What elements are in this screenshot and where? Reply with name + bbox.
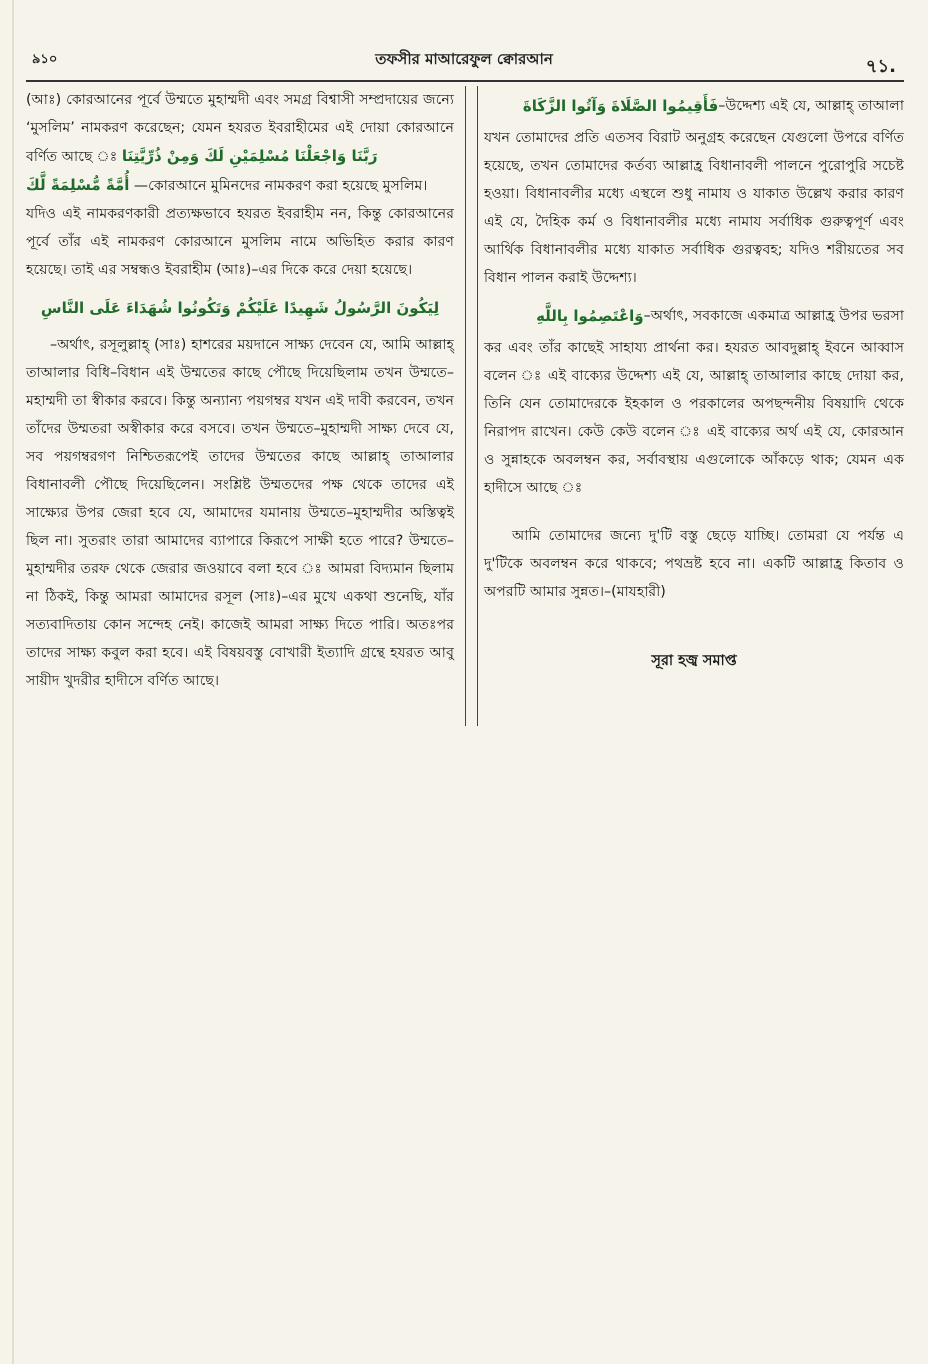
arabic-verse: فَأَقِيمُوا الصَّلَاةَ وَآتُوا الزَّكَاةَ <box>522 97 719 115</box>
page-header <box>24 44 904 78</box>
page-edge <box>12 0 14 1364</box>
paragraph <box>484 334 904 502</box>
arabic-verse: وَاعْتَصِمُوا بِاللَّهِ <box>536 307 644 325</box>
verse-line <box>484 92 904 120</box>
paragraph-text: (আঃ) কোরআনের পূর্বে উম্মতে মুহাম্মদী এবং সমগ্র বিশ্বাসী সম্প্রদায়ের জন্যে ‘মুসলিম’ নামকরণ করেছেন; যেমন হযরত ইবরাহীমের এই দোয়া কোরআনে বর্ণিত আছে ঃ <box>26 92 454 165</box>
column-divider <box>477 86 478 726</box>
paragraph <box>26 86 454 171</box>
paragraph-text: আমি তোমাদের জন্যে দু'টি বস্তু ছেড়ে যাচ্ছি। তোমরা যে পর্যন্ত এ দু'টিকে অবলম্বন করে থাকবে; পথভ্রষ্ট হবে না। একটি আল্লাহ্র কিতাব ও অপরটি আমার সুন্নত।–(মাযহারী) <box>484 528 904 600</box>
paragraph <box>26 200 454 284</box>
verse-block <box>26 294 454 323</box>
paragraph <box>26 171 454 200</box>
arabic-verse: أُمَّةً مُّسْلِمَةً لَّكَ <box>26 176 130 194</box>
left-column <box>26 86 454 726</box>
paragraph <box>26 331 454 695</box>
hadith-quote <box>484 522 904 606</box>
page-number-right: ৭১. <box>865 56 896 77</box>
paragraph-text: —কোরআনে মুমিনদের নামকরণ করা হয়েছে মুসলিম। <box>133 178 428 194</box>
paragraph-text: –অর্থাৎ, রসূলুল্লাহ্ (সাঃ) হাশরের ময়দানে সাক্ষ্য দেবেন যে, আমি আল্লাহ্ তাআলার বিধি–বিধান এই উম্মতের কাছে পৌছে দিয়েছিলাম তখন উম্মতে–মহাম্মদী তা স্বীকার করবে। কিন্তু অন্যান্য পয়গম্বর যখন এই দাবী করবেন, তখন তাঁদের উম্মতরা অস্বীকার করে বসবে। তখন উম্মতে–মুহাম্মদী সাক্ষ্য দেবে যে, সব পয়গম্বরগণ নিশ্চিতরূপেই তাদের উম্মতের কাছে আল্লাহ্ তাআলার বিধানাবলী পৌছে দিয়েছিলেন। সংশ্লিষ্ট উম্মতদের পক্ষ থেকে তাদের এই সাক্ষ্যের উপর জেরা হবে যে, আমাদের যমানায় উম্মতে–মুহাম্মদীর অস্তিত্বই ছিল না। সুতরাং তারা আমাদের ব্যাপারে কিরূপে সাক্ষী হতে পারে? উম্মতে–মুহাম্মদীর তরফ থেকে জেরার জওয়াবে বলা হবে ঃ আমরা বিদ্যমান ছিলাম না ঠিকই, কিন্তু আমরা আমাদের রসূল (সাঃ)–এর মুখে একথা শুনেছি, যাঁর সত্যবাদিতায় কোন সন্দেহ নেই। কাজেই আমরা সাক্ষ্য দিতে পারি। অতঃপর তাদের সাক্ষ্য কবুল করা হবে। এই বিষয়বস্তু বোখারী ইত্যাদি গ্রন্থে হযরত আবু সায়ীদ খুদরীর হাদীসে বর্ণিত আছে। <box>26 337 454 689</box>
paragraph-text: যদিও এই নামকরণকারী প্রত্যক্ষভাবে হযরত ইবরাহীম নন, কিন্তু কোরআনের পূর্বে তাঁর এই নামকরণ কোরআনে মুসলিম নামে অভিহিত করার কারণ হয়েছে। তাই এর সম্বন্ধও ইবরাহীম (আঃ)–এর দিকে করে দেয়া হয়েছে। <box>26 206 454 278</box>
running-title: তফসীর মাআরেফুল ক্বোরআন <box>375 50 553 68</box>
verse-line <box>484 302 904 330</box>
arabic-verse: لِيَكُونَ الرَّسُولُ شَهِيدًا عَلَيْكُمْ وَتَكُونُوا شُهَدَاءَ عَلَى النَّاسِ <box>40 299 440 317</box>
paragraph-text: –অর্থাৎ, সবকাজে একমাত্র আল্লাহ্র উপর ভরসা <box>643 308 904 324</box>
paragraph <box>484 124 904 292</box>
column-divider <box>465 86 466 726</box>
header-rule <box>26 80 904 82</box>
page-number-left: ৯১০ <box>32 52 58 67</box>
paragraph-text: কর এবং তাঁর কাছেই সাহায্য প্রার্থনা কর। হযরত আবদুল্লাহ্ ইবনে আব্বাস বলেন ঃ এই বাক্যের উদ্দেশ্য এই যে, আল্লাহ্ তাআলার কাছে দোয়া কর, তিনি যেন তোমাদেরকে ইহকাল ও পরকালের অপছন্দনীয় বিষয়াদি থেকে নিরাপদ রাখেন। কেউ কেউ বলেন ঃ এই বাক্যের অর্থ এই যে, কোরআন ও সুন্নাহকে অবলম্বন কর, সর্বাবস্থায় এগুলোকে আঁকড়ে থাক; যেমন এক হাদীসে আছে ঃ <box>484 340 904 496</box>
right-column <box>484 86 904 686</box>
paragraph-text: যখন তোমাদের প্রতি এতসব বিরাট অনুগ্রহ করেছেন যেগুলো উপরে বর্ণিত হয়েছে, তখন তোমাদের কর্তব্য আল্লাহ্র বিধানাবলী পালনে পুরোপুরি সচেষ্ট হওয়া। বিধানাবলীর মধ্যে এস্থলে শুধু নামায ও যাকাত উল্লেখ করার কারণ এই যে, দৈহিক কর্ম ও বিধানাবলীর মধ্যে নামায সর্বাধিক গুরুত্বপূর্ণ এবং আর্থিক বিধানাবলীর মধ্যে যাকাত সর্বাধিক গুরত্ববহ; যদিও শরীয়তের সব বিধান পালন করাই উদ্দেশ্য। <box>484 130 904 286</box>
arabic-verse: رَبَّنَا وَاجْعَلْنَا مُسْلِمَيْنِ لَكَ وَمِنْ ذُرِّيَّتِنَا <box>121 147 378 165</box>
surah-end-label: সূরা হজ্ব সমাপ্ত <box>651 653 737 669</box>
paragraph-text: –উদ্দেশ্য এই যে, আল্লাহ্ তাআলা <box>718 98 904 114</box>
